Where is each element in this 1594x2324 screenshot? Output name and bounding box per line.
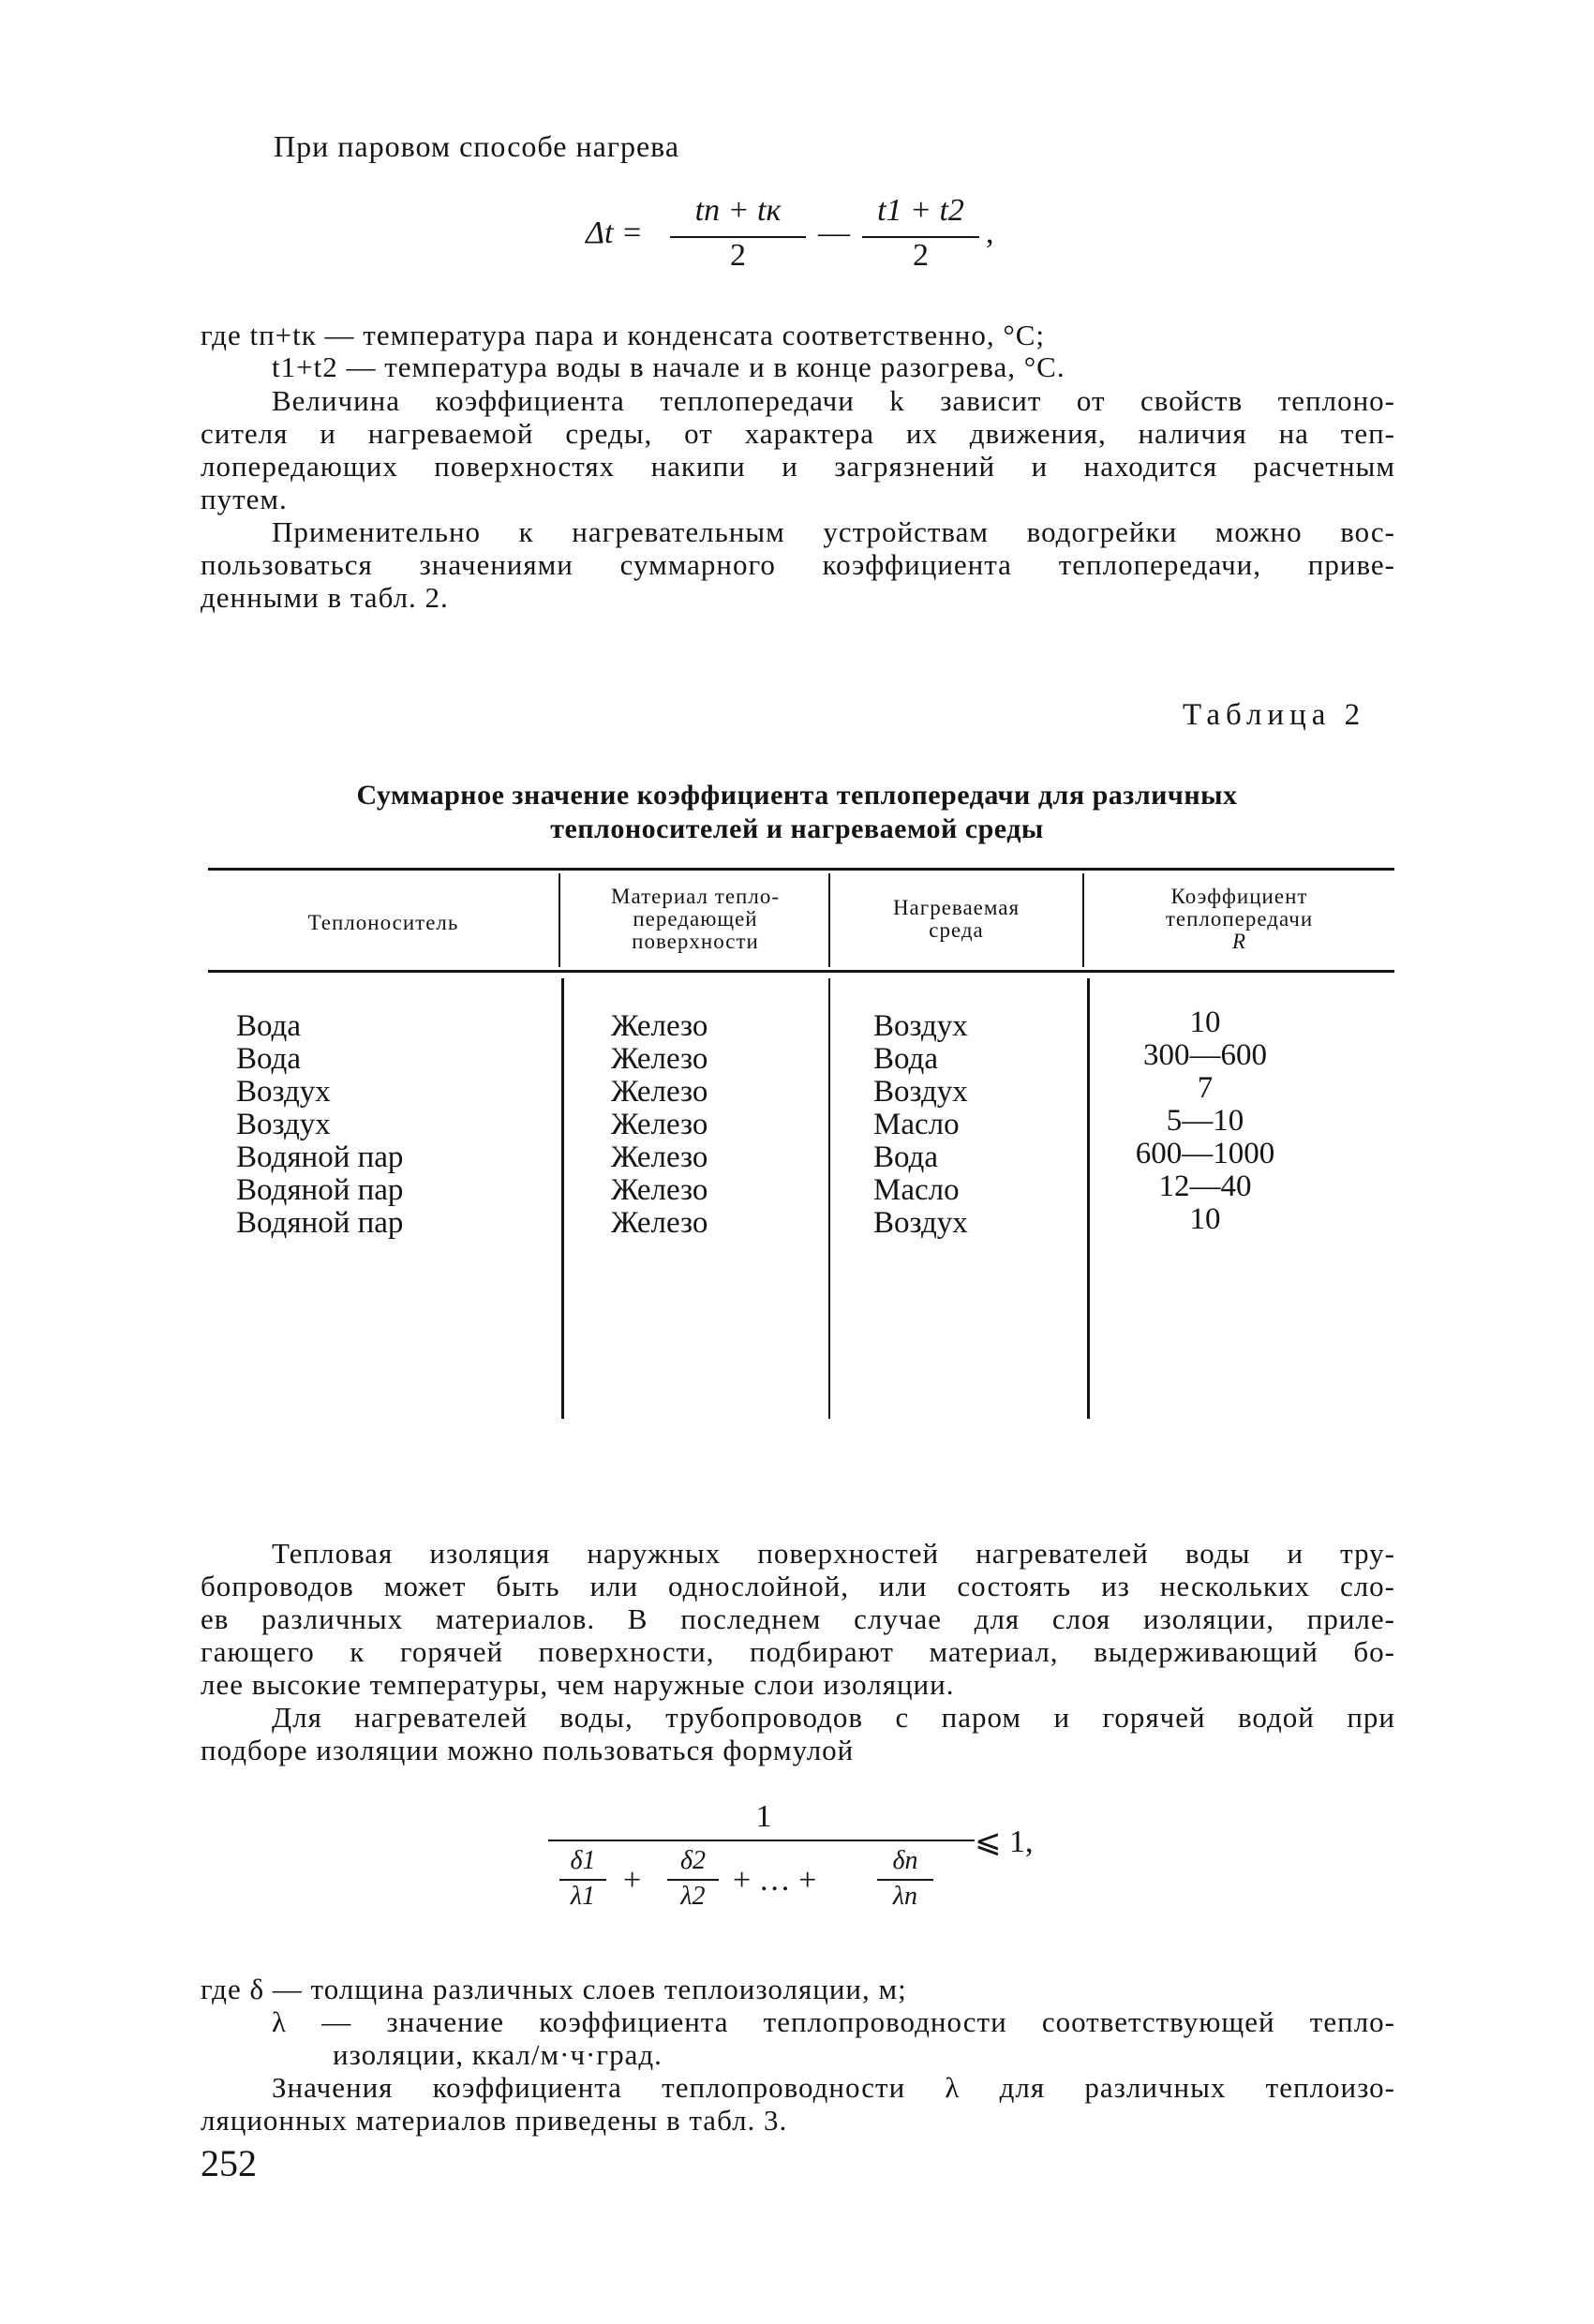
header-coef-l3: R xyxy=(1231,930,1247,953)
cell-carrier: Водяной пар xyxy=(236,1173,404,1207)
cell-coef: 600—1000 xyxy=(1135,1137,1275,1170)
formula2-lambda-2: λ2 xyxy=(680,1882,706,1911)
header-material-l1: Материал тепло- xyxy=(611,885,780,908)
header-material-l2: передающей xyxy=(633,907,758,931)
cell-carrier: Водяной пар xyxy=(236,1140,404,1174)
header-medium-l2: среда xyxy=(929,918,984,942)
cell-coef: 10 xyxy=(1189,1006,1221,1039)
formula1-denominator-1: 2 xyxy=(730,238,746,273)
table-vrule xyxy=(561,978,564,1419)
para1-line: Величина коэффициента теплопередачи k зависит от свойств теплоно- xyxy=(272,384,1395,417)
formula2-delta-n: δn xyxy=(892,1846,918,1875)
cell-carrier: Воздух xyxy=(236,1108,331,1141)
cell-carrier: Водяной пар xyxy=(236,1206,404,1240)
table-vrule xyxy=(559,873,560,967)
formula2-bar-2 xyxy=(667,1879,719,1881)
formula1-lhs: Δt = xyxy=(586,216,643,250)
formula2-plus-1: + xyxy=(623,1863,642,1898)
cell-carrier: Вода xyxy=(236,1042,301,1076)
cell-coef: 12—40 xyxy=(1158,1169,1252,1203)
cell-material: Железо xyxy=(611,1173,708,1207)
formula2-bar-1 xyxy=(559,1879,606,1881)
cell-material: Железо xyxy=(611,1108,708,1141)
header-material-l3: поверхности xyxy=(632,930,759,953)
formula2-lambda-1: λ1 xyxy=(570,1882,596,1911)
cell-coef: 300—600 xyxy=(1143,1038,1267,1072)
formula2-main-bar xyxy=(548,1840,975,1841)
cell-medium: Масло xyxy=(873,1108,960,1141)
table-label: Таблица 2 xyxy=(1183,698,1366,732)
where2-line2: λ — значение коэффициента теплопроводности соответствующей тепло- xyxy=(272,2005,1395,2038)
para1-line: лопередающих поверхностях накипи и загрязнений и находится расчетным xyxy=(201,450,1395,483)
table-header-rule xyxy=(208,970,1394,973)
para3-line: бопроводов может быть или однослойной, или состоять из нескольких сло- xyxy=(201,1570,1395,1602)
table-top-rule xyxy=(208,868,1394,871)
cell-coef: 5—10 xyxy=(1166,1104,1244,1138)
para3-line: ев различных материалов. В последнем случае для слоя изоляции, приле- xyxy=(201,1602,1395,1635)
para5-line: ляционных материалов приведены в табл. 3. xyxy=(201,2104,788,2137)
header-coef-l2: теплопередачи xyxy=(1165,907,1314,931)
formula1-numerator-1: tп + tк xyxy=(694,193,782,228)
where2-line3: изоляции, ккал/м·ч·град. xyxy=(333,2038,663,2071)
header-carrier: Теплоноситель xyxy=(307,911,459,934)
cell-carrier: Вода xyxy=(236,1009,301,1043)
table-vrule xyxy=(828,978,830,1419)
cell-material: Железо xyxy=(611,1075,708,1109)
cell-medium: Масло xyxy=(873,1173,960,1207)
formula1-numerator-2: t1 + t2 xyxy=(877,193,964,228)
formula2-delta-2: δ2 xyxy=(679,1846,706,1875)
para1-line: путем. xyxy=(201,483,288,515)
formula1-tail: , xyxy=(986,216,994,250)
para4-line: подборе изоляции можно пользоваться формулой xyxy=(201,1734,855,1766)
para1-line: сителя и нагреваемой среды, от характера их движения, наличия на теп- xyxy=(201,417,1395,450)
cell-medium: Воздух xyxy=(873,1206,968,1240)
intro-text: При паровом способе нагрева xyxy=(274,129,680,163)
cell-medium: Воздух xyxy=(873,1075,968,1109)
para2-line: Применительно к нагревательным устройствам водогрейки можно вос- xyxy=(272,515,1395,548)
cell-carrier: Воздух xyxy=(236,1075,331,1109)
cell-medium: Вода xyxy=(873,1140,938,1174)
formula2-rhs: ⩽ 1, xyxy=(975,1825,1034,1859)
formula2-numerator: 1 xyxy=(755,1799,772,1834)
where1-line2: t1+t2 — температура воды в начале и в конце разогрева, °C. xyxy=(272,350,1065,383)
cell-material: Железо xyxy=(611,1042,708,1076)
formula2-plus-2: + … + xyxy=(733,1863,817,1898)
page-number: 252 xyxy=(201,2142,257,2184)
table-title-line2: теплоносителей и нагреваемой среды xyxy=(550,813,1044,844)
para2-line: пользоваться значениями суммарного коэффициента теплопередачи, приве- xyxy=(201,548,1395,581)
where2-line1: где δ — толщина различных слоев теплоизоляции, м; xyxy=(201,1973,907,2005)
cell-medium: Воздух xyxy=(873,1009,968,1043)
header-medium-l1: Нагреваемая xyxy=(892,896,1020,919)
cell-coef: 7 xyxy=(1197,1071,1214,1105)
para3-line: гающего к горячей поверхности, подбирают материал, выдерживающий бо- xyxy=(201,1635,1395,1668)
para4-line: Для нагревателей воды, трубопроводов с паром и горячей водой при xyxy=(272,1701,1395,1734)
cell-medium: Вода xyxy=(873,1042,938,1076)
cell-material: Железо xyxy=(611,1140,708,1174)
formula2-delta-1: δ1 xyxy=(570,1846,596,1875)
para3-line: Тепловая изоляция наружных поверхностей нагревателей воды и тру- xyxy=(272,1537,1395,1570)
para3-line: лее высокие температуры, чем наружные слои изоляции. xyxy=(201,1668,955,1701)
table-vrule xyxy=(1087,978,1090,1419)
formula1-denominator-2: 2 xyxy=(913,238,929,273)
cell-material: Железо xyxy=(611,1206,708,1240)
where1-line1: где tп+tк — температура пара и конденсата соответственно, °C; xyxy=(201,319,1046,351)
formula2-bar-n xyxy=(877,1879,933,1881)
cell-coef: 10 xyxy=(1189,1202,1221,1236)
para5-line: Значения коэффициента теплопроводности λ для различных теплоизо- xyxy=(272,2071,1395,2104)
para2-line: денными в табл. 2. xyxy=(201,581,449,614)
formula2-lambda-n: λn xyxy=(892,1882,918,1911)
cell-material: Железо xyxy=(611,1009,708,1043)
header-coef-l1: Коэффициент xyxy=(1170,885,1308,908)
table-title-line1: Суммарное значение коэффициента теплопередачи для различных xyxy=(356,780,1238,811)
formula1-minus: — xyxy=(818,216,850,250)
